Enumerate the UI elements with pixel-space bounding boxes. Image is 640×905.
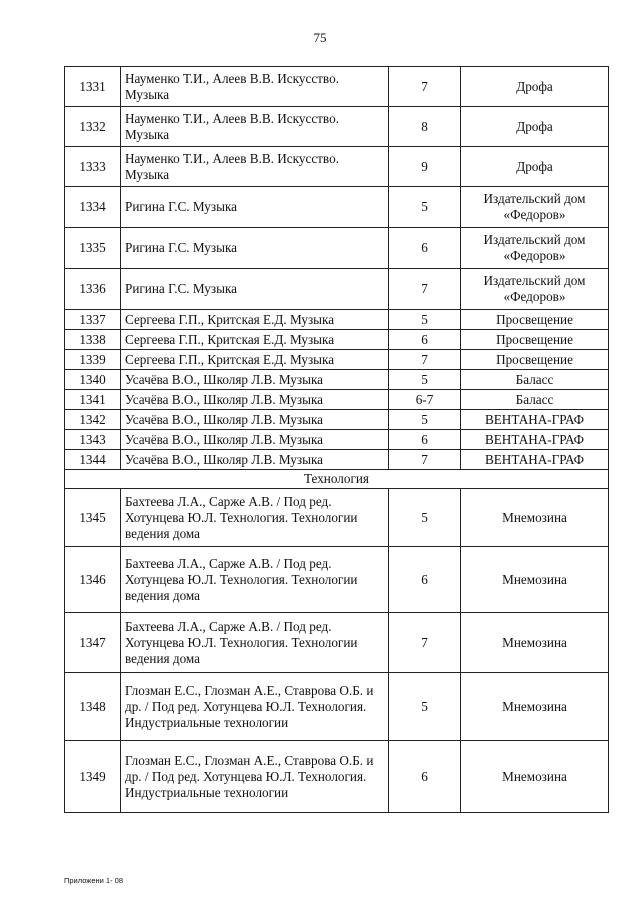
row-grade: 8 (389, 107, 461, 147)
row-publisher: Мнемозина (461, 613, 609, 673)
row-number: 1345 (65, 489, 121, 547)
row-grade: 5 (389, 310, 461, 330)
row-grade: 5 (389, 410, 461, 430)
row-title: Сергеева Г.П., Критская Е.Д. Музыка (121, 310, 389, 330)
table-row (65, 430, 609, 450)
table-row (65, 187, 609, 228)
row-title: Усачёва В.О., Школяр Л.В. Музыка (121, 430, 389, 450)
row-title: Науменко Т.И., Алеев В.В. Искусство. Музыка (121, 67, 389, 107)
row-number: 1343 (65, 430, 121, 450)
row-number: 1333 (65, 147, 121, 187)
table-row (65, 67, 609, 107)
row-publisher: Дрофа (461, 147, 609, 187)
row-title: Усачёва В.О., Школяр Л.В. Музыка (121, 410, 389, 430)
table-row (65, 547, 609, 613)
row-title: Науменко Т.И., Алеев В.В. Искусство. Музыка (121, 107, 389, 147)
row-publisher: Дрофа (461, 107, 609, 147)
table-row (65, 673, 609, 741)
row-number: 1341 (65, 390, 121, 410)
row-publisher: Баласс (461, 370, 609, 390)
row-publisher: Просвещение (461, 350, 609, 370)
row-title: Сергеева Г.П., Критская Е.Д. Музыка (121, 330, 389, 350)
table-row (65, 613, 609, 673)
table-row (65, 370, 609, 390)
row-title: Ригина Г.С. Музыка (121, 187, 389, 228)
table-row (65, 741, 609, 813)
row-grade: 5 (389, 673, 461, 741)
table-row (65, 410, 609, 430)
footer-note: Приложени 1- 08 (64, 876, 123, 885)
textbook-table (64, 66, 609, 813)
row-title: Науменко Т.И., Алеев В.В. Искусство. Музыка (121, 147, 389, 187)
row-title: Глозман Е.С., Глозман А.Е., Ставрова О.Б. и др. / Под ред. Хотунцева Ю.Л. Технология. Индустриальные технологии (121, 741, 389, 813)
row-publisher: Мнемозина (461, 489, 609, 547)
row-publisher: ВЕНТАНА-ГРАФ (461, 410, 609, 430)
row-publisher: Мнемозина (461, 673, 609, 741)
table-row (65, 350, 609, 370)
row-number: 1337 (65, 310, 121, 330)
row-title: Ригина Г.С. Музыка (121, 269, 389, 310)
row-publisher: Просвещение (461, 330, 609, 350)
table-row (65, 450, 609, 470)
row-number: 1336 (65, 269, 121, 310)
row-title: Бахтеева Л.А., Сарже А.В. / Под ред. Хотунцева Ю.Л. Технология. Технологии ведения дома (121, 613, 389, 673)
row-number: 1340 (65, 370, 121, 390)
row-number: 1348 (65, 673, 121, 741)
row-title: Усачёва В.О., Школяр Л.В. Музыка (121, 390, 389, 410)
row-grade: 6 (389, 330, 461, 350)
row-title: Бахтеева Л.А., Сарже А.В. / Под ред. Хотунцева Ю.Л. Технология. Технологии ведения дома (121, 489, 389, 547)
row-title: Усачёва В.О., Школяр Л.В. Музыка (121, 450, 389, 470)
row-grade: 5 (389, 370, 461, 390)
row-publisher: Баласс (461, 390, 609, 410)
row-number: 1334 (65, 187, 121, 228)
page-number: 75 (313, 30, 327, 45)
row-grade: 7 (389, 450, 461, 470)
row-grade: 9 (389, 147, 461, 187)
row-number: 1349 (65, 741, 121, 813)
row-number: 1346 (65, 547, 121, 613)
row-publisher: Дрофа (461, 67, 609, 107)
row-title: Усачёва В.О., Школяр Л.В. Музыка (121, 370, 389, 390)
row-title: Бахтеева Л.А., Сарже А.В. / Под ред. Хотунцева Ю.Л. Технология. Технологии ведения дома (121, 547, 389, 613)
row-publisher: ВЕНТАНА-ГРАФ (461, 430, 609, 450)
row-grade: 5 (389, 187, 461, 228)
row-grade: 6 (389, 741, 461, 813)
row-publisher: Издательский дом «Федоров» (461, 187, 609, 228)
row-number: 1335 (65, 228, 121, 269)
table-row (65, 489, 609, 547)
row-number: 1332 (65, 107, 121, 147)
row-grade: 6 (389, 228, 461, 269)
row-number: 1347 (65, 613, 121, 673)
row-grade: 6 (389, 547, 461, 613)
table-row (65, 228, 609, 269)
row-grade: 7 (389, 350, 461, 370)
row-grade: 7 (389, 67, 461, 107)
row-number: 1338 (65, 330, 121, 350)
row-publisher: Мнемозина (461, 547, 609, 613)
table-row (65, 107, 609, 147)
table-row (65, 330, 609, 350)
row-number: 1331 (65, 67, 121, 107)
row-number: 1344 (65, 450, 121, 470)
row-title: Сергеева Г.П., Критская Е.Д. Музыка (121, 350, 389, 370)
table-body-technology (65, 489, 609, 813)
row-grade: 6-7 (389, 390, 461, 410)
row-grade: 5 (389, 489, 461, 547)
row-number: 1339 (65, 350, 121, 370)
section-title: Технология (65, 470, 609, 489)
row-grade: 7 (389, 613, 461, 673)
section-row (65, 470, 609, 489)
row-publisher: Мнемозина (461, 741, 609, 813)
row-publisher: Издательский дом «Федоров» (461, 228, 609, 269)
row-publisher: Издательский дом «Федоров» (461, 269, 609, 310)
row-grade: 7 (389, 269, 461, 310)
row-publisher: Просвещение (461, 310, 609, 330)
table-body-music (65, 67, 609, 470)
table-row (65, 310, 609, 330)
table-row (65, 390, 609, 410)
table-row (65, 269, 609, 310)
row-grade: 6 (389, 430, 461, 450)
row-title: Ригина Г.С. Музыка (121, 228, 389, 269)
row-number: 1342 (65, 410, 121, 430)
table-row (65, 147, 609, 187)
row-publisher: ВЕНТАНА-ГРАФ (461, 450, 609, 470)
row-title: Глозман Е.С., Глозман А.Е., Ставрова О.Б. и др. / Под ред. Хотунцева Ю.Л. Технология. Индустриальные технологии (121, 673, 389, 741)
